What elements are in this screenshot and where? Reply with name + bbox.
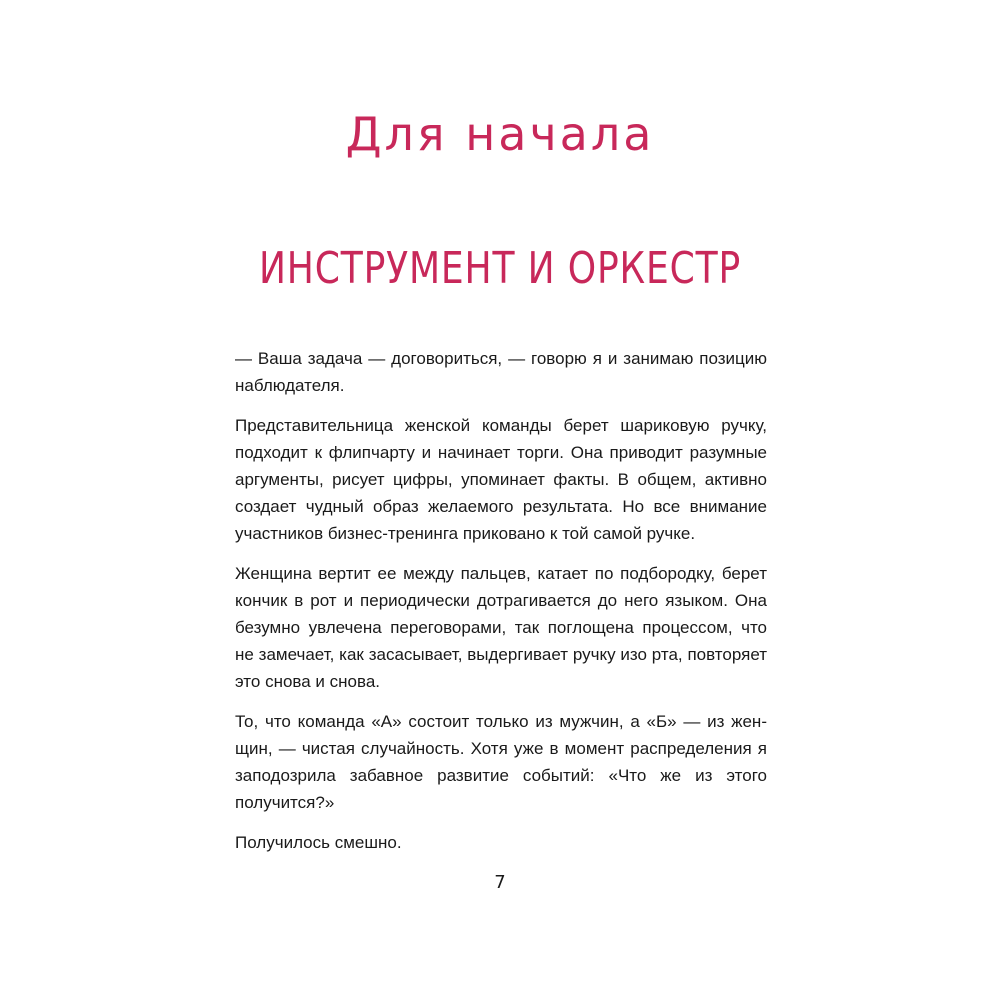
body-text	[235, 345, 767, 869]
chapter-heading: Для начала	[345, 107, 655, 161]
paragraph: Женщина вертит ее между пальцев, катает по подбородку, берет кончик в рот и периодически дотрагивается до него языком. Она безумно увлечена переговорами, так поглощена процессом, что не замечает, как засасывает, выдергивает ручку изо рта, повторяет это снова и снова.	[235, 564, 767, 691]
paragraph: То, что команда «А» состоит только из мужчин, а «Б» — из женщин, — чистая случайность. Хотя уже в момент распределения я заподозрила забавное развитие событий: «Что же из этого получится?»	[235, 712, 767, 812]
page-number: 7	[494, 872, 506, 893]
paragraph: Получилось смешно.	[235, 833, 402, 852]
section-title: ИНСТРУМЕНТ И ОРКЕСТР	[258, 243, 742, 294]
paragraph: Представительница женской команды берет шариковую ручку, подходит к флипчарту и начинает торги. Она приводит разумные аргументы, рисует цифры, упоминает факты. В общем, активно создает чудный образ желаемого результата. Но все внимание участников бизнес-тренинга приковано к той самой ручке.	[235, 416, 767, 543]
paragraph: — Ваша задача — договориться, — говорю я и занимаю позицию наблюдателя.	[235, 349, 767, 395]
